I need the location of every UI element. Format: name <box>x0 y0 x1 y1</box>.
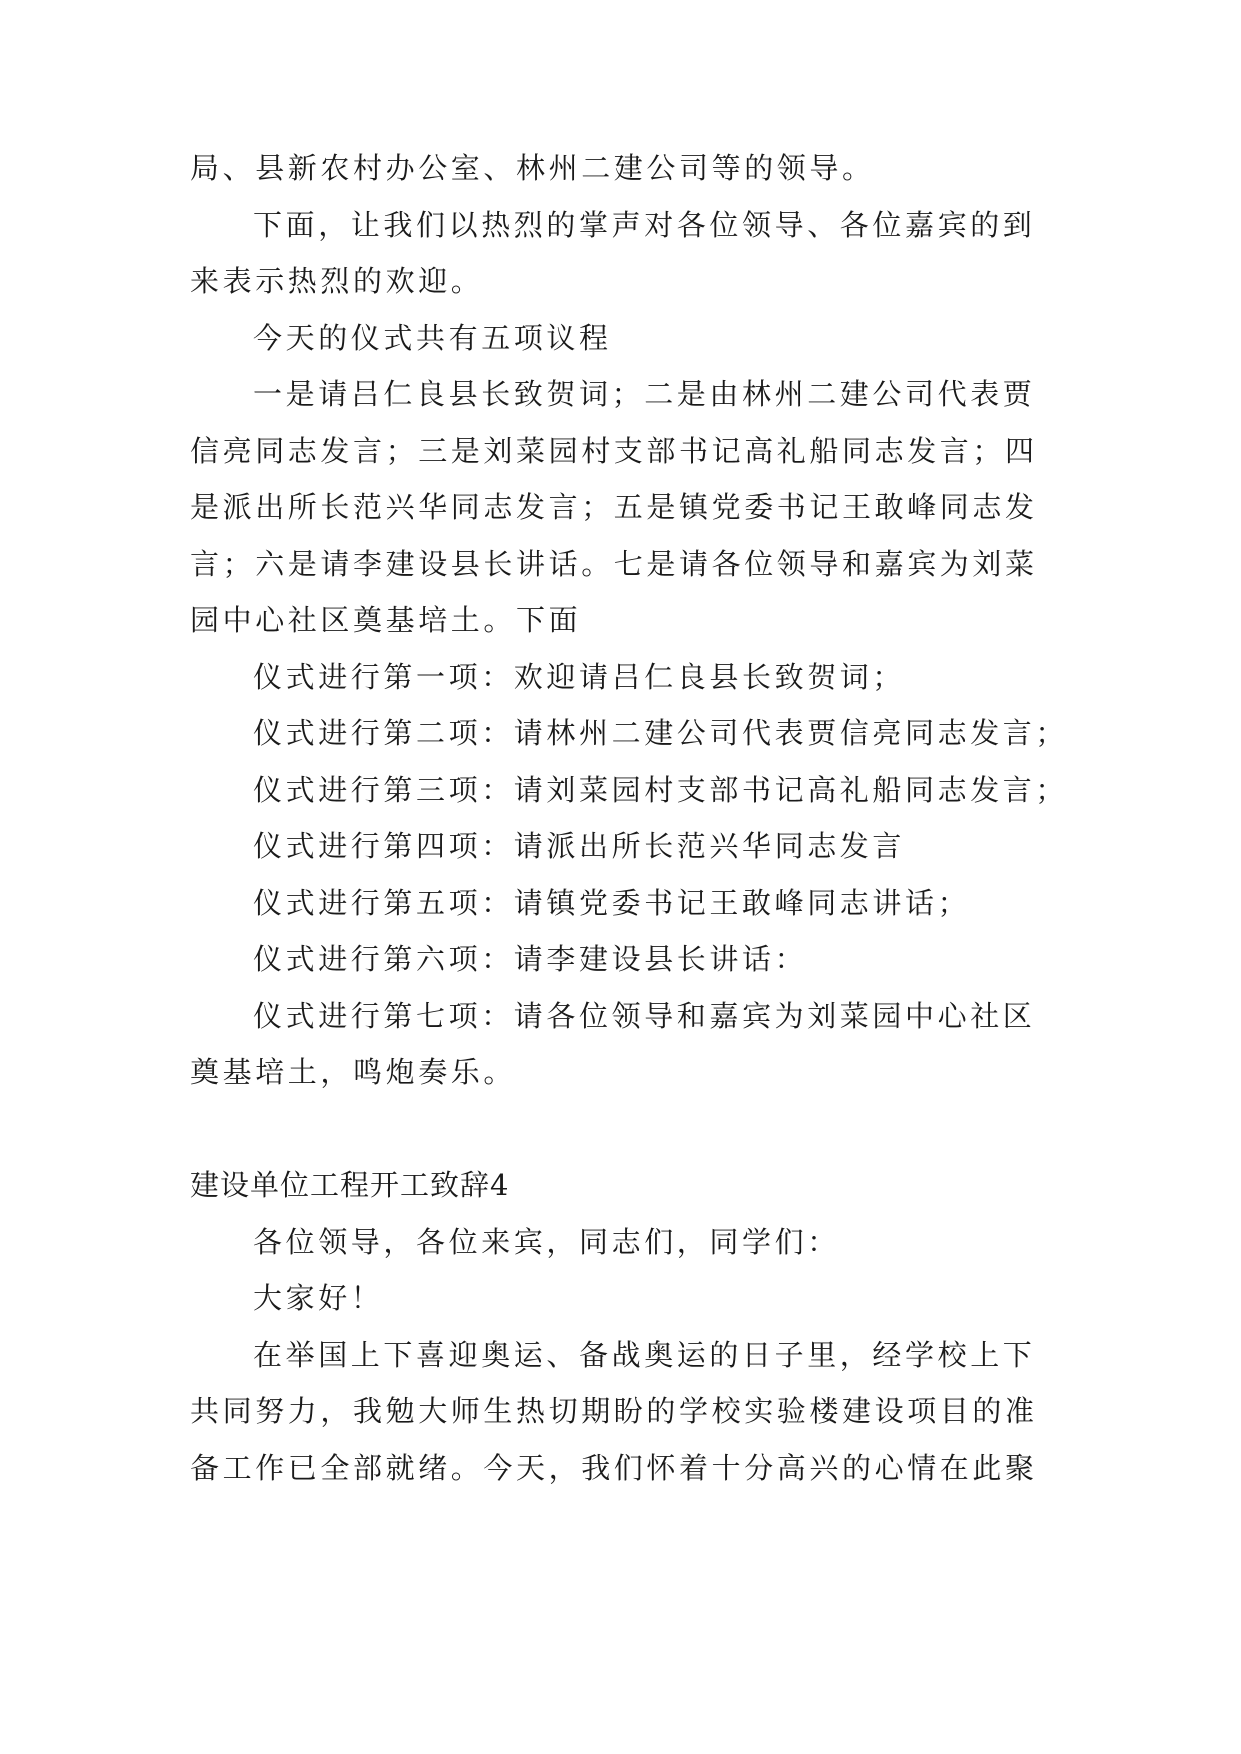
paragraph-line: 备工作已全部就绪。今天，我们怀着十分高兴的心情在此聚 <box>190 1451 1038 1485</box>
agenda-item: 仪式进行第四项：请派出所长范兴华同志发言 <box>253 829 906 863</box>
paragraph-line: 下面，让我们以热烈的掌声对各位领导、各位嘉宾的到 <box>253 208 1036 242</box>
agenda-item: 仪式进行第三项：请刘菜园村支部书记高礼船同志发言； <box>253 773 1069 807</box>
paragraph-line: 来表示热烈的欢迎。 <box>190 264 484 298</box>
paragraph-line: 共同努力，我勉大师生热切期盼的学校实验楼建设项目的准 <box>190 1394 1038 1428</box>
greeting: 大家好！ <box>253 1281 384 1315</box>
paragraph-line: 奠基培土，鸣炮奏乐。 <box>190 1055 517 1089</box>
section-heading: 建设单位工程开工致辞4 <box>190 1168 510 1202</box>
agenda-item: 仪式进行第七项：请各位领导和嘉宾为刘菜园中心社区 <box>253 999 1036 1033</box>
paragraph-line: 是派出所长范兴华同志发言；五是镇党委书记王敢峰同志发 <box>190 490 1038 524</box>
paragraph-line: 今天的仪式共有五项议程 <box>253 321 612 355</box>
paragraph-line: 一是请吕仁良县长致贺词；二是由林州二建公司代表贾 <box>253 377 1036 411</box>
paragraph-line: 言；六是请李建设县长讲话。七是请各位领导和嘉宾为刘菜 <box>190 547 1038 581</box>
agenda-item: 仪式进行第五项：请镇党委书记王敢峰同志讲话； <box>253 886 971 920</box>
agenda-item: 仪式进行第一项：欢迎请吕仁良县长致贺词； <box>253 660 906 694</box>
paragraph-line: 在举国上下喜迎奥运、备战奥运的日子里，经学校上下 <box>253 1338 1036 1372</box>
paragraph-line: 局、县新农村办公室、林州二建公司等的领导。 <box>190 151 875 185</box>
paragraph-line: 园中心社区奠基培土。下面 <box>190 603 582 637</box>
agenda-item: 仪式进行第六项：请李建设县长讲话： <box>253 942 808 976</box>
salutation: 各位领导，各位来宾，同志们，同学们： <box>253 1225 840 1259</box>
paragraph-line: 信亮同志发言；三是刘菜园村支部书记高礼船同志发言；四 <box>190 434 1038 468</box>
agenda-item: 仪式进行第二项：请林州二建公司代表贾信亮同志发言； <box>253 716 1069 750</box>
